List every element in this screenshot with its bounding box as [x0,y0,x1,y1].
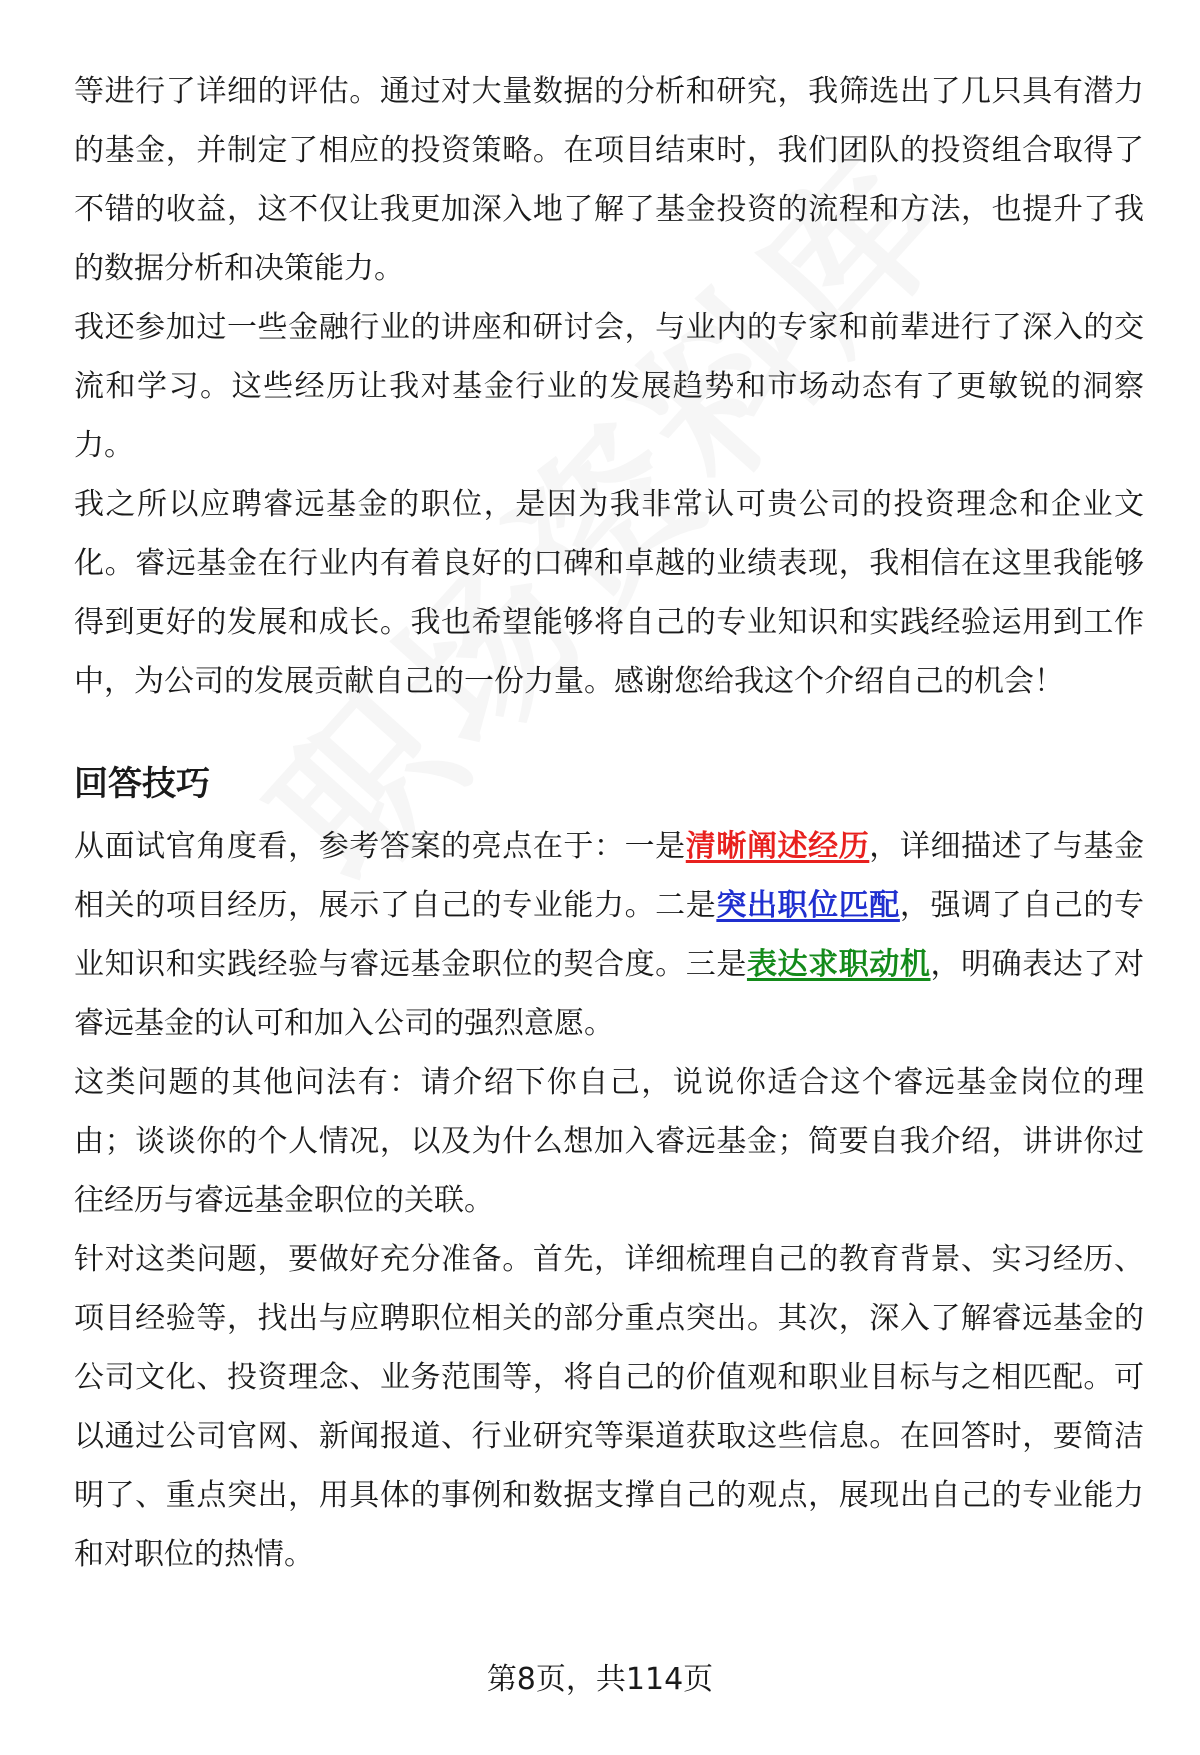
highlight-experience: 清晰阐述经历 [685,829,870,864]
paragraph-motivation: 我之所以应聘睿远基金的职位，是因为我非常认可贵公司的投资理念和企业文化。睿远基金在行业内有着良好的口碑和卓越的业绩表现，我相信在这里我能够得到更好的发展和成长。我也希望能够将自己的专业知识和实践经验运用到工作中，为公司的发展贡献自己的一份力量。感谢您给我这个介绍自己的机会！ [74,487,1144,699]
highlights-text-2: ，详细描述了与基金相关的项目经历，展示了自己的专业能力。二是 [74,829,1145,923]
highlight-motivation: 表达求职动机 [746,947,931,982]
highlights-text-4: ，明确表达了对睿远基金的认可和加入公司的强烈意愿。 [74,947,1145,1041]
section-heading: 回答技巧 [74,764,210,804]
paragraph-alternative-questions: 这类问题的其他问法有：请介绍下你自己，说说你适合这个睿远基金岗位的理由；谈谈你的个人情况，以及为什么想加入睿远基金；简要自我介绍，讲讲你过往经历与睿远基金职位的关联。 [74,1065,1144,1218]
page-number-footer: 第8页，共114页 [486,1662,714,1697]
paragraph-highlights [74,817,1144,1053]
highlights-text-1: 从面试官角度看，参考答案的亮点在于：一是 [74,829,686,864]
highlight-position-match: 突出职位匹配 [716,888,900,923]
paragraph-project-experience: 等进行了详细的评估。通过对大量数据的分析和研究，我筛选出了几只具有潜力的基金，并制定了相应的投资策略。在项目结束时，我们团队的投资组合取得了不错的收益，这不仅让我更加深入地了解了基金投资的流程和方法，也提升了我的数据分析和决策能力。 [74,74,1144,286]
paragraph-seminars: 我还参加过一些金融行业的讲座和研讨会，与业内的专家和前辈进行了深入的交流和学习。这些经历让我对基金行业的发展趋势和市场动态有了更敏锐的洞察力。 [74,310,1144,463]
document-page [74,62,1144,1584]
highlights-text-3: ，强调了自己的专业知识和实践经验与睿远基金职位的契合度。三是 [74,888,1145,982]
paragraph-preparation-advice: 针对这类问题，要做好充分准备。首先，详细梳理自己的教育背景、实习经历、项目经验等，找出与应聘职位相关的部分重点突出。其次，深入了解睿远基金的公司文化、投资理念、业务范围等，将自己的价值观和职业目标与之相匹配。可以通过公司官网、新闻报道、行业研究等渠道获取这些信息。在回答时，要简洁明了、重点突出，用具体的事例和数据支撑自己的观点，展现出自己的专业能力和对职位的热情。 [74,1242,1144,1572]
